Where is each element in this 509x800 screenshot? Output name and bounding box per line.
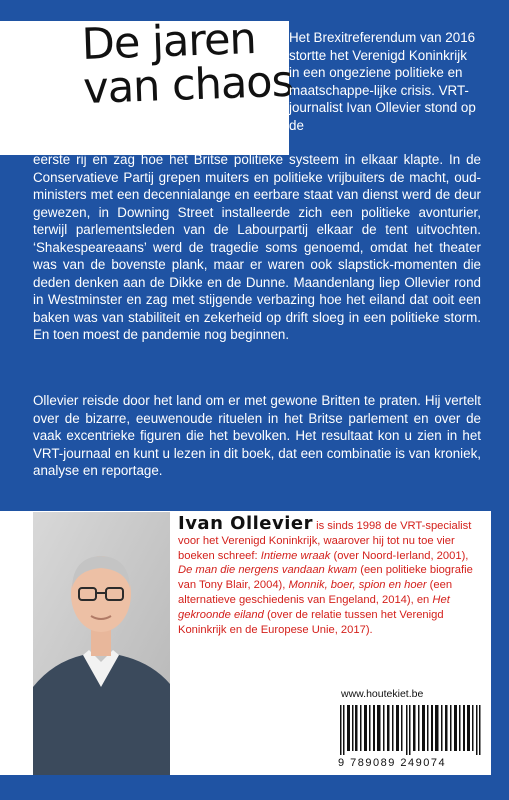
bio-text-5: (over de relatie tussen het Verenigd Koninkrijk en de Europese Unie, 2017). <box>178 608 444 636</box>
bio-text-3: (een politieke biografie van Tony Blair, 2004), <box>178 564 473 592</box>
author-bio <box>178 513 478 637</box>
blurb-paragraph-2: Ollevier reisde door het land om er met gewone Britten te praten. Hij vertelt over de bizarre, eeuwenoude rituelen in het Britse parlement en over de vaak excentrieke figuren die het bevolken. Het resultaat kon u zien in het VRT-journaal en kunt u lezen in dit boek, dat een combinatie is van kroniek, analyse en reportage. <box>33 393 481 478</box>
intro-text: Het Brexitreferendum van 2016 stortte het Verenigd Koninkrijk in een ongeziene politieke en maatschappe-lijke crisis. VRT-journalist Ivan Ollevier stond op de <box>289 30 476 133</box>
title-line-1: De jaren <box>80 13 257 70</box>
bio-book-4: Het gekroonde eiland <box>178 593 450 621</box>
publisher-website: www.houtekiet.be <box>341 688 424 700</box>
blurb-paragraph-1: eerste rij en zag hoe het Britse politieke systeem in elkaar klapte. In de Conservatieve Partij grepen muiters en politieke vrijbuiters de macht, oud-ministers met een decennialange en eerbare staat van dienst werd de deur gewezen, in Downing Street installeerde zich een politieke avonturier, terwijl parlementsleden van de Labourpartij elkaar de tent uitvochten. ‘Shakespeareaans’ werd de tragedie soms genoemd, omdat het theater was van de bovenste plank, maar er waren ook slapstick-momenten die deden denken aan de Dikke en de Dunne. Maandenlang liep Ollevier rond in Westminster en zag met stijgende verbazing hoe het eiland dat ooit een baken was van stabiliteit en zekerheid op drift sloeg in een politieke storm. En toen moest de pandemie nog beginnen. <box>33 152 481 342</box>
title-line-2: van chaos <box>82 56 294 114</box>
bio-book-1: Intieme wraak <box>260 549 331 562</box>
author-photo <box>33 512 170 775</box>
bio-text-2: (over Noord-Ierland, 2001), <box>330 549 469 562</box>
barcode-icon <box>338 705 484 755</box>
bio-book-2: De man die nergens vandaan kwam <box>178 564 358 577</box>
author-name: Ivan Ollevier <box>178 513 313 534</box>
book-title <box>80 13 304 114</box>
bio-book-3: Monnik, boer, spion en hoer <box>288 579 427 592</box>
author-portrait-icon <box>33 512 170 775</box>
bio-text-4: (een alternatieve geschiedenis van Engeland, 2014), en <box>178 579 453 606</box>
isbn-number: 9 789089 249074 <box>338 757 447 769</box>
bio-text-1: is sinds 1998 de VRT-specialist voor het Verenigd Koninkrijk, waarover hij tot nu toe vier boeken schreef: <box>178 520 472 562</box>
